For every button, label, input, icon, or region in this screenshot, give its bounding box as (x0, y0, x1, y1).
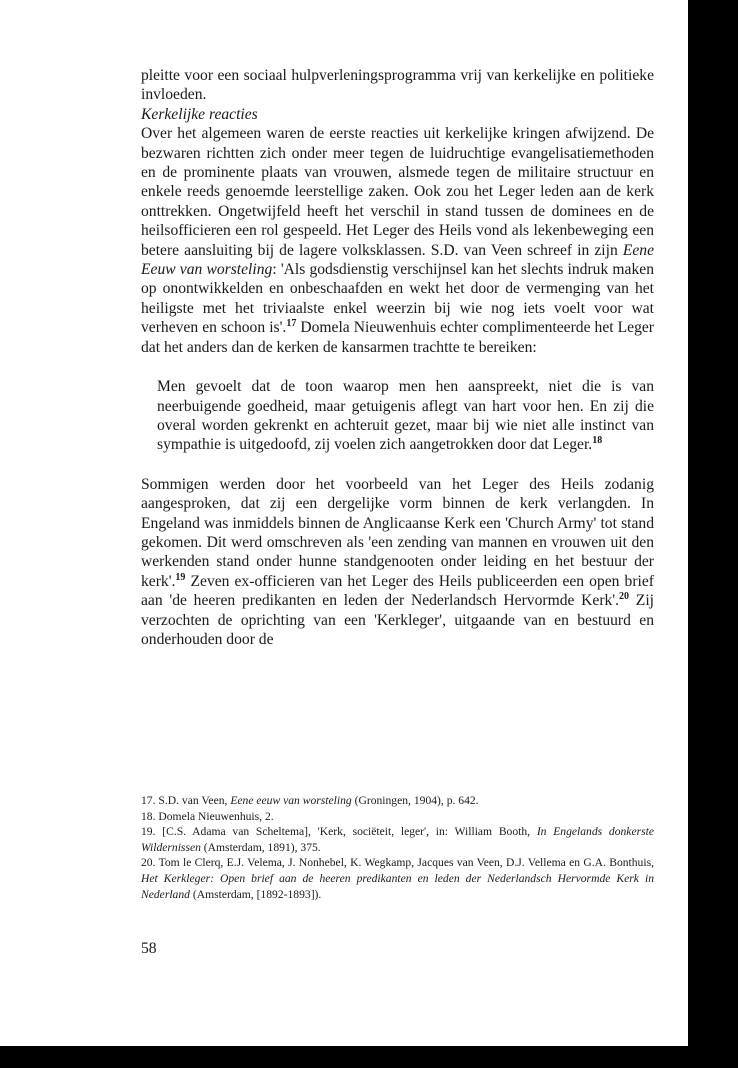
text-segment: Zij verzochten de oprichting van een 'Kerkleger', uitgaande van en bestuurd en onderhouden door de (141, 592, 654, 648)
footnote-ref: 19 (175, 571, 186, 583)
text-segment: : 'Als godsdienstig verschijnsel kan het slechts indruk maken op onontwikkelden en onbeschaafden en wekt het door de vermenging van het heiligste met het triviaalste enkel weerzin bij wie nog iets voelt voor wat verheven en schoon is'. (141, 261, 654, 337)
text-segment: pleitte voor een sociaal hulpverleningsprogramma vrij van kerkelijke en politieke invloeden. (141, 67, 654, 104)
page-number: 58 (141, 940, 157, 957)
text-segment: 20. Tom le Clerq, E.J. Velema, J. Nonhebel, K. Wegkamp, Jacques van Veen, D.J. Vellema en G.A. Bonthuis, (141, 856, 654, 870)
footnote-ref: 18 (592, 435, 603, 447)
text-segment: 19. [C.S. Adama van Scheltema], 'Kerk, sociëteit, leger', in: William Booth, (141, 825, 537, 839)
footnotes (141, 793, 654, 902)
text-segment: Over het algemeen waren de eerste reacties uit kerkelijke kringen afwijzend. De bezwaren richtten zich onder meer tegen de luidruchtige evangelisatiemethoden en de prominente plaats van vrouwen, alsmede tegen de militaire structuur en enkele reeds genoemde leerstellige zaken. Ook zou het Leger leden aan de kerk onttrekken. Ongetwijfeld heeft het verschil in stand tussen de dominees en de heilsofficieren een rol gespeeld. Het Leger des Heils vond als lekenbeweging een betere aansluiting bij de lagere volksklassen. S.D. van Veen schreef in zijn (141, 125, 654, 259)
paragraph-1 (141, 124, 654, 357)
text-segment: (Groningen, 1904), p. 642. (351, 794, 479, 807)
text-segment: Eene eeuw van worsteling (230, 794, 352, 807)
footnote-18 (141, 809, 654, 825)
footnote-ref: 20 (619, 591, 630, 603)
text-segment: Domela Nieuwenhuis echter complimenteerde het Leger dat het anders dan de kerken de kansarmen trachtte te bereiken: (141, 319, 655, 356)
text-segment: Eene Eeuw van worsteling (141, 241, 654, 279)
text-segment: (Amsterdam, [1892-1893]). (189, 887, 322, 901)
text-segment: 18. Domela Nieuwenhuis, 2. (141, 809, 274, 823)
text-segment: Sommigen werden door het voorbeeld van het Leger des Heils zodanig aangesproken, dat zij een dergelijke vorm binnen de kerk verlangden. In Engeland was inmiddels binnen de Anglicaanse Kerk een 'Church Army' tot stand gekomen. Dit werd omschreven als 'een zending van mannen en vrouwen uit den werkenden stand onder hunne standgenooten onder leiding en het bestuur der kerk'. (141, 475, 654, 590)
footnote-ref: 17 (286, 318, 297, 330)
section-heading: Kerkelijke reacties (141, 105, 258, 123)
text-segment: Zeven ex-officieren van het Leger des Heils publiceerden een open brief aan 'de heeren predikanten en leden der Nederlandsch Hervormde Kerk'. (141, 572, 654, 610)
footnote-19 (141, 824, 654, 855)
footnote-17 (141, 793, 654, 809)
paragraph-2 (141, 475, 654, 650)
text-segment: (Amsterdam, 1891), 375. (200, 840, 321, 854)
text-segment: 17. S.D. van Veen, (141, 794, 231, 807)
block-quote (157, 377, 654, 455)
footnote-20 (141, 855, 654, 902)
text-segment: Men gevoelt dat de toon waarop men hen aanspreekt, niet die is van neerbuigende goedheid, maar getuigenis aflegt van hart voor hen. En zij die overal worden gekrenkt en achteruit gezet, maar bij wie niet alle instinct van sympathie is uitgedoofd, zij voelen zich aangetrokken door dat Leger. (157, 378, 654, 454)
intro-paragraph (141, 66, 654, 105)
text-segment: In Engelands donkerste Wildernissen (141, 825, 654, 854)
body-text (141, 66, 654, 649)
text-segment: Het Kerkleger: Open brief aan de heeren predikanten en leden der Nederlandsch Hervormde Kerk in Nederland (141, 871, 654, 901)
